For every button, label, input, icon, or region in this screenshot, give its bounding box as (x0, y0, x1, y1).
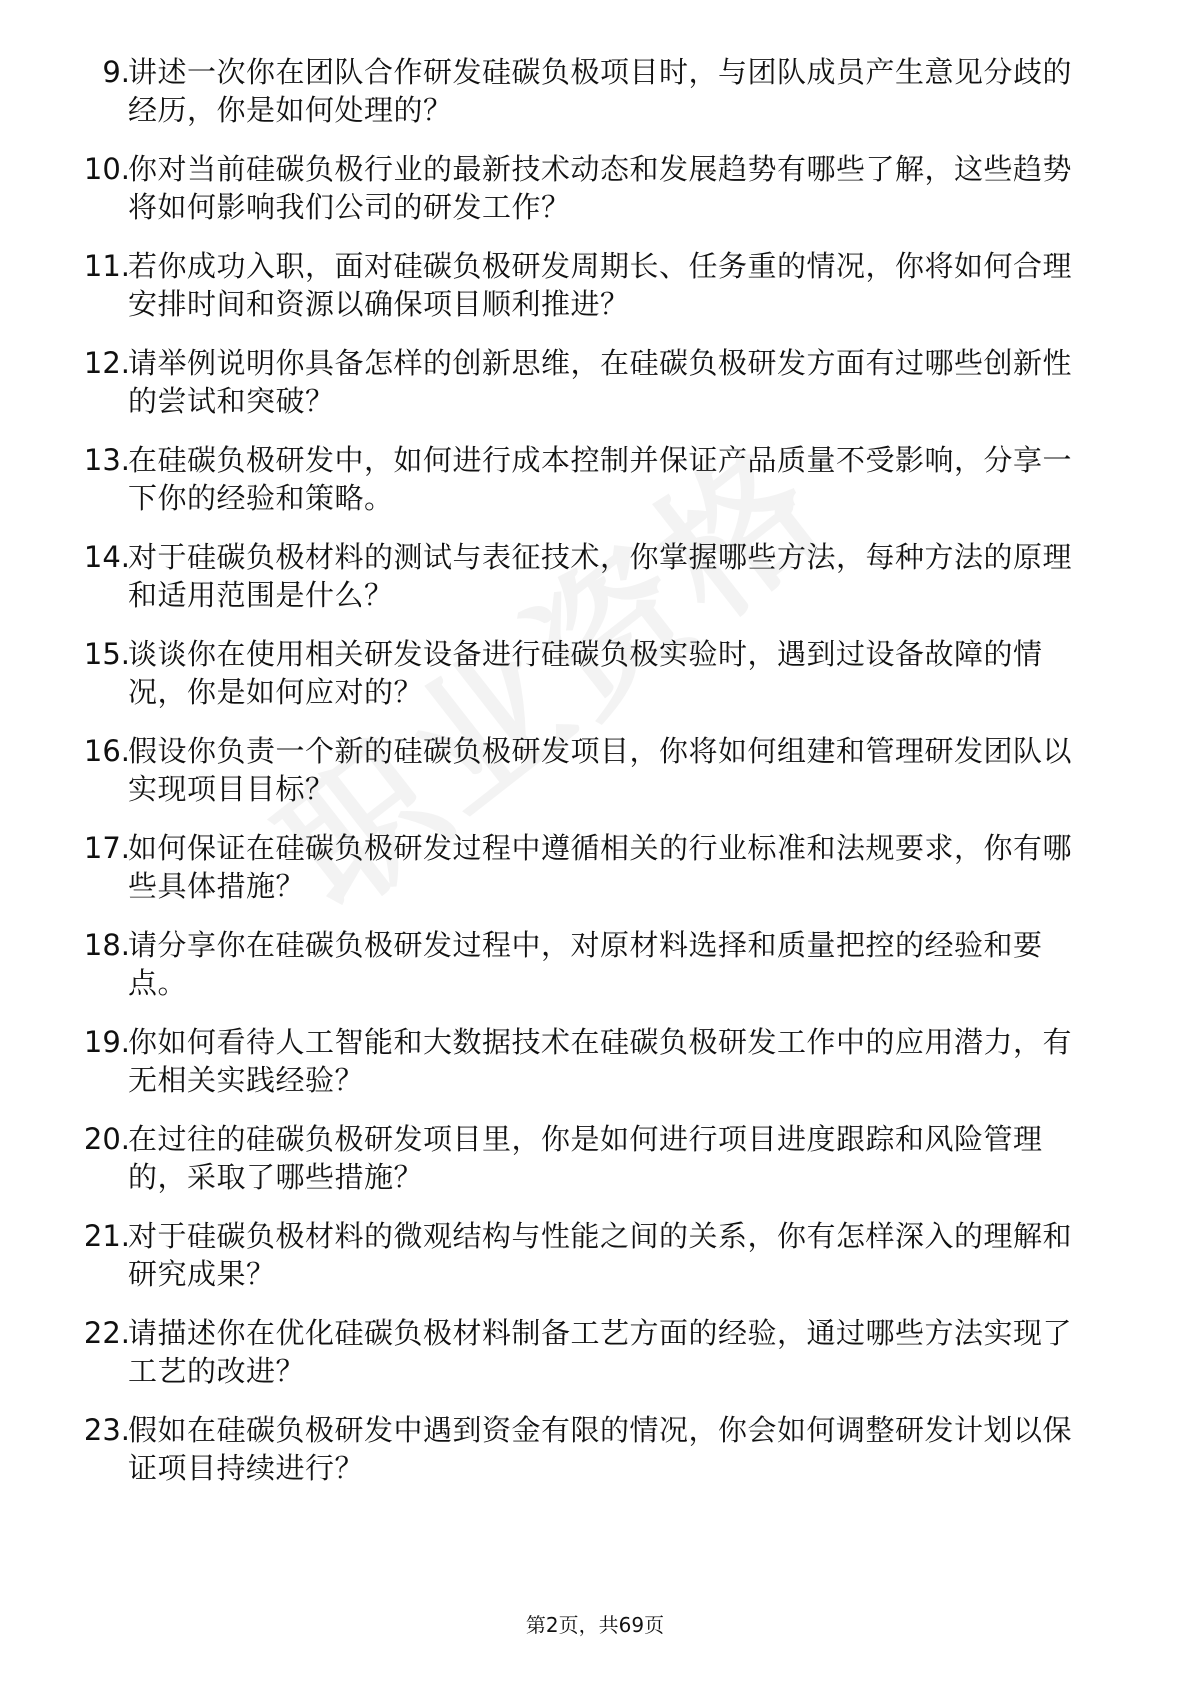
question-item (60, 538, 1120, 628)
question-item (60, 441, 1120, 531)
question-item (60, 926, 1120, 1016)
question-item (60, 829, 1120, 919)
question-number: 19. (83, 1025, 130, 1059)
question-text: 假设你负责一个新的硅碳负极研发项目，你将如何组建和管理研发团队以实现项目目标？ (128, 734, 1073, 806)
question-text: 在过往的硅碳负极研发项目里，你是如何进行项目进度跟踪和风险管理的，采取了哪些措施？ (128, 1122, 1043, 1194)
question-number: 12. (83, 346, 130, 380)
question-text: 若你成功入职，面对硅碳负极研发周期长、任务重的情况，你将如何合理安排时间和资源以确保项目顺利推进？ (128, 249, 1073, 321)
question-text: 你对当前硅碳负极行业的最新技术动态和发展趋势有哪些了解，这些趋势将如何影响我们公司的研发工作？ (128, 152, 1073, 224)
question-item (60, 150, 1120, 240)
question-number: 11. (83, 249, 130, 283)
question-number: 17. (83, 831, 130, 865)
question-text: 请分享你在硅碳负极研发过程中，对原材料选择和质量把控的经验和要点。 (128, 928, 1043, 1000)
question-item (60, 732, 1120, 822)
question-text: 假如在硅碳负极研发中遇到资金有限的情况，你会如何调整研发计划以保证项目持续进行？ (128, 1413, 1073, 1485)
question-number: 15. (83, 637, 130, 671)
question-number: 13. (83, 443, 130, 477)
question-number: 9. (102, 55, 130, 89)
question-item (60, 1411, 1120, 1501)
question-text: 对于硅碳负极材料的测试与表征技术，你掌握哪些方法，每种方法的原理和适用范围是什么？ (128, 540, 1073, 612)
question-text: 如何保证在硅碳负极研发过程中遵循相关的行业标准和法规要求，你有哪些具体措施？ (128, 831, 1073, 903)
question-text: 请描述你在优化硅碳负极材料制备工艺方面的经验，通过哪些方法实现了工艺的改进？ (128, 1316, 1073, 1388)
question-text: 讲述一次你在团队合作研发硅碳负极项目时，与团队成员产生意见分歧的经历，你是如何处理的？ (128, 55, 1073, 127)
question-number: 14. (83, 540, 130, 574)
question-item (60, 53, 1120, 143)
question-text: 你如何看待人工智能和大数据技术在硅碳负极研发工作中的应用潜力，有无相关实践经验？ (128, 1025, 1073, 1097)
question-text: 谈谈你在使用相关研发设备进行硅碳负极实验时，遇到过设备故障的情况，你是如何应对的？ (128, 637, 1043, 709)
question-item (60, 1120, 1120, 1210)
question-number: 20. (83, 1122, 130, 1156)
question-number: 16. (83, 734, 130, 768)
question-item (60, 247, 1120, 337)
question-number: 18. (83, 928, 130, 962)
question-text: 请举例说明你具备怎样的创新思维，在硅碳负极研发方面有过哪些创新性的尝试和突破？ (128, 346, 1073, 418)
question-number: 23. (83, 1413, 130, 1447)
question-item (60, 1314, 1120, 1404)
question-number: 22. (83, 1316, 130, 1350)
page-number-label: 第2页，共69页 (525, 1613, 665, 1637)
question-text: 在硅碳负极研发中，如何进行成本控制并保证产品质量不受影响，分享一下你的经验和策略。 (128, 443, 1073, 515)
question-item (60, 1217, 1120, 1307)
question-number: 21. (83, 1219, 130, 1253)
page-footer (0, 1609, 1190, 1638)
question-item (60, 344, 1120, 434)
question-item (60, 1023, 1120, 1113)
question-item (60, 635, 1120, 725)
question-text: 对于硅碳负极材料的微观结构与性能之间的关系，你有怎样深入的理解和研究成果？ (128, 1219, 1073, 1291)
question-number: 10. (83, 152, 130, 186)
